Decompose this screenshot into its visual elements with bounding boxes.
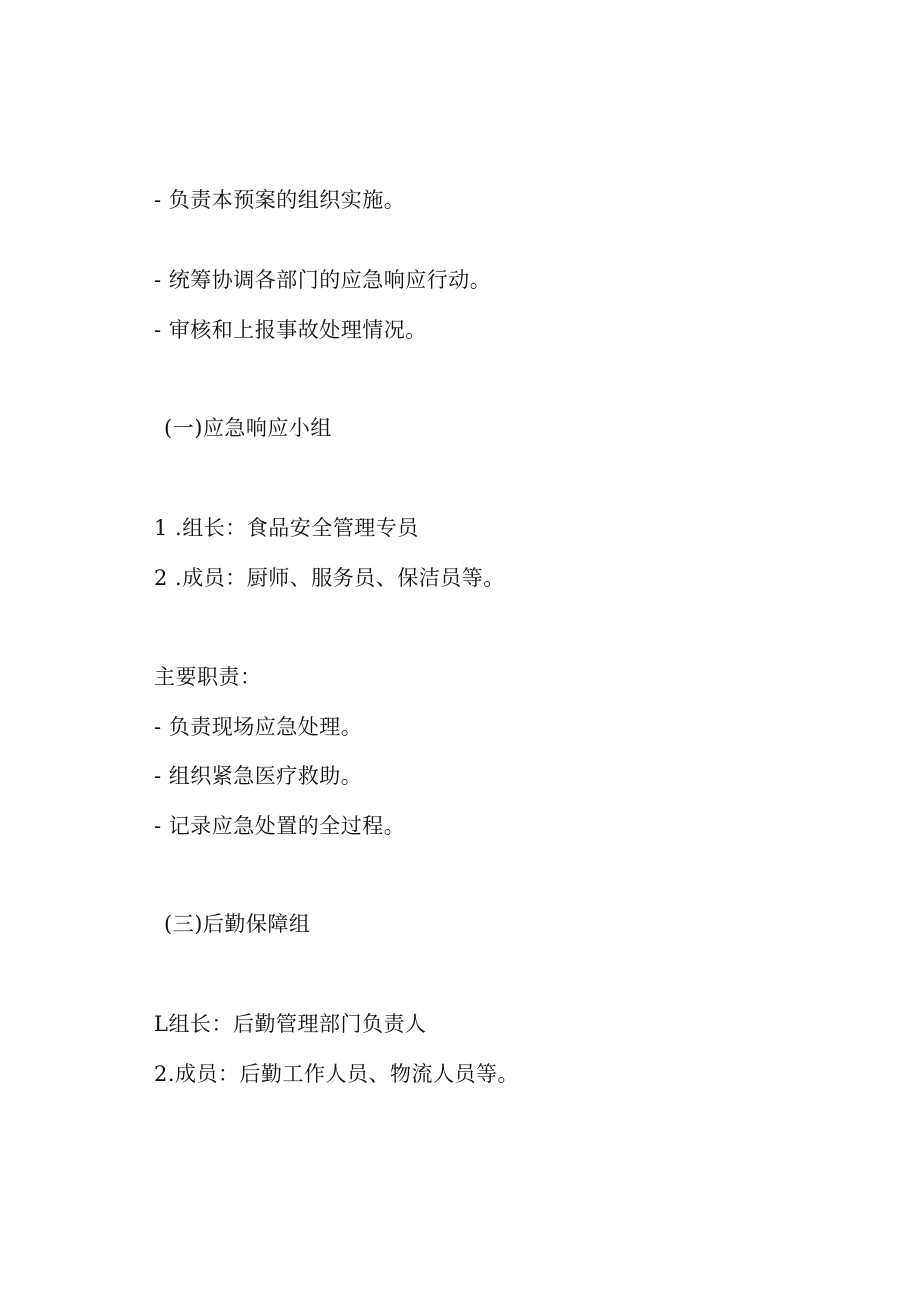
duty-item: - 审核和上报事故处理情况。 [154, 318, 427, 342]
member-item: 1 .组长：食品安全管理专员 [154, 516, 419, 540]
member-item: 2 .成员：厨师、服务员、保洁员等。 [154, 566, 505, 590]
duty-item: - 负责本预案的组织实施。 [154, 188, 406, 212]
member-item: 2.成员：后勤工作人员、物流人员等。 [154, 1062, 520, 1086]
section-heading-logistics: (三)后勤保障组 [164, 912, 311, 936]
duty-item: - 统筹协调各部门的应急响应行动。 [154, 268, 492, 292]
duties-title: 主要职责： [154, 665, 262, 689]
section-heading-emergency: (一)应急响应小组 [164, 416, 332, 440]
duty-item: - 记录应急处置的全过程。 [154, 814, 406, 838]
duty-item: - 组织紧急医疗救助。 [154, 764, 363, 788]
member-item: L组长：后勤管理部门负责人 [154, 1012, 427, 1036]
duty-item: - 负责现场应急处理。 [154, 715, 363, 739]
